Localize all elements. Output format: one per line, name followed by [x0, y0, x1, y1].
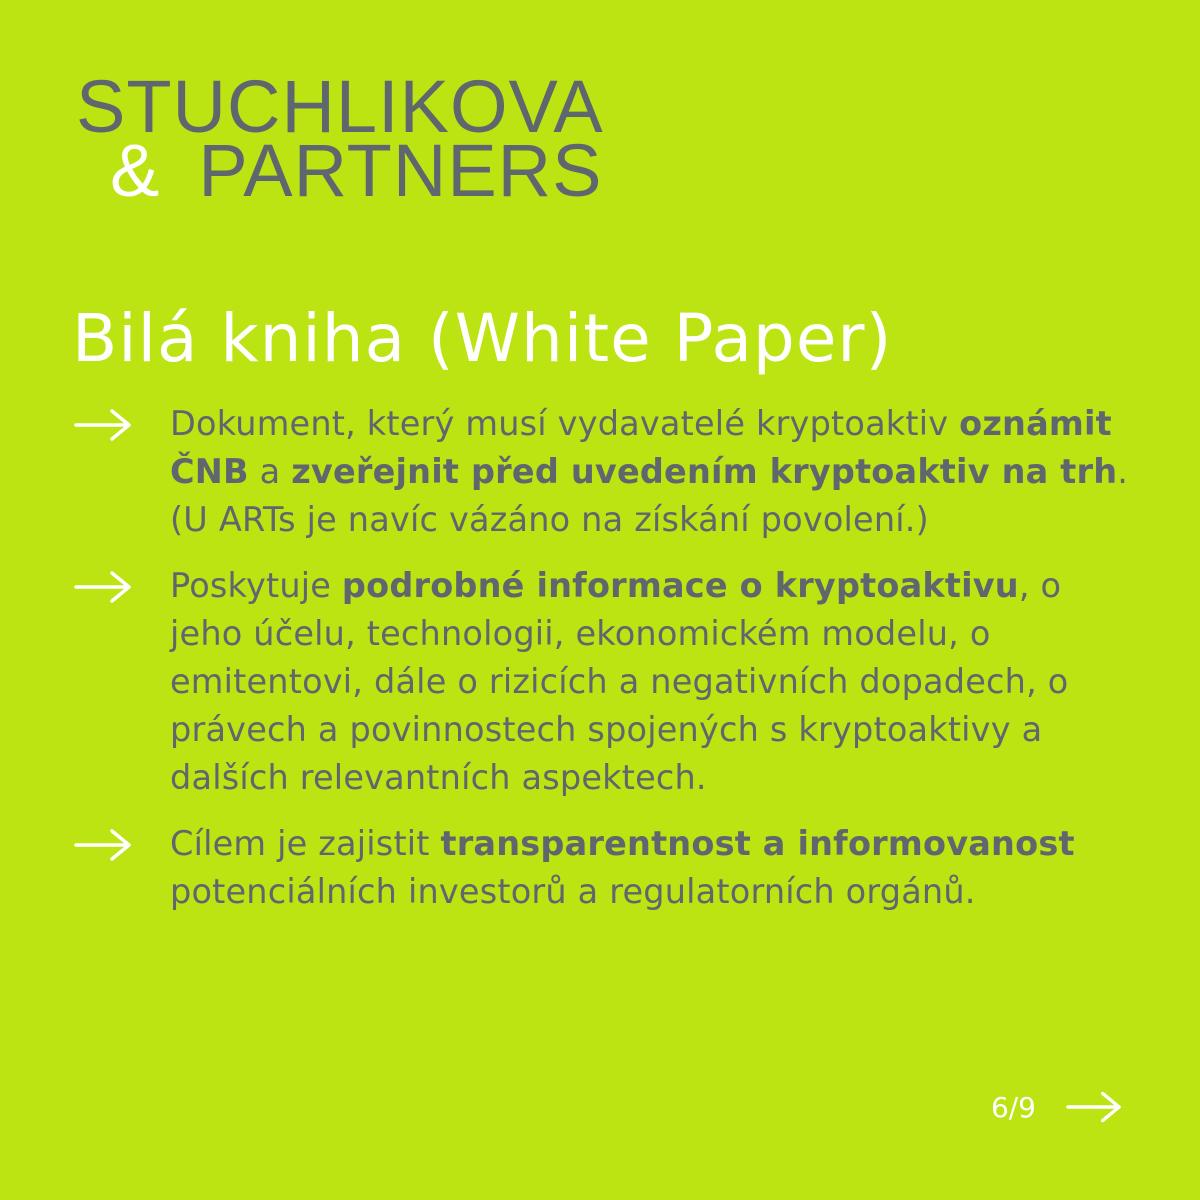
- bullet-text: [170, 562, 1132, 802]
- bullet-text-bold: transparentnost a informovanost: [440, 824, 1075, 863]
- logo-partners: PARTNERS: [198, 129, 603, 212]
- bullet-text: [170, 400, 1132, 544]
- bullet-list: [72, 400, 1132, 916]
- bullet-text: [170, 820, 1132, 916]
- bullet-text-part: , o jeho účelu, technologii, ekonomickém modelu, o emitentovi, dále o rizicích a negativních dopadech, o právech a povinnostech spojených s kryptoaktivy a dalších relevantních aspektech.: [170, 566, 1069, 797]
- logo-ampersand: &: [110, 129, 161, 212]
- bullet-text-bold: podrobné informace o kryptoaktivu: [341, 566, 1019, 605]
- next-arrow-icon[interactable]: [1066, 1090, 1122, 1124]
- bullet-text-bold: oznámit ČNB: [170, 404, 1112, 491]
- bullet-text-part: Dokument, který musí vydavatelé kryptoaktiv: [170, 404, 960, 443]
- bullet-text-part: a: [248, 452, 292, 491]
- bullet-text-part: Cílem je zajistit: [170, 824, 441, 863]
- bullet-item: [72, 820, 1132, 916]
- arrow-right-icon: [74, 570, 132, 604]
- page-title: Bilá kniha (White Paper): [72, 300, 893, 377]
- page-indicator: 6/9: [990, 1090, 1036, 1124]
- bullet-text-part: Poskytuje: [170, 566, 342, 605]
- logo-line-1: STUCHLIKOVA: [76, 65, 604, 148]
- bullet-text-part: potenciálních investorů a regulatorních orgánů.: [170, 872, 976, 911]
- arrow-right-icon: [74, 408, 132, 442]
- arrow-right-icon: [74, 828, 132, 862]
- logo-line-2: [110, 129, 638, 212]
- bullet-text-bold: zveřejnit před uvedením kryptoaktiv na trh: [291, 452, 1118, 491]
- bullet-item: [72, 400, 1132, 544]
- bullet-item: [72, 562, 1132, 802]
- pager: [991, 1090, 1122, 1124]
- bullet-text-part: . (U ARTs je navíc vázáno na získání povolení.): [170, 452, 1129, 539]
- brand-logo: [76, 65, 604, 212]
